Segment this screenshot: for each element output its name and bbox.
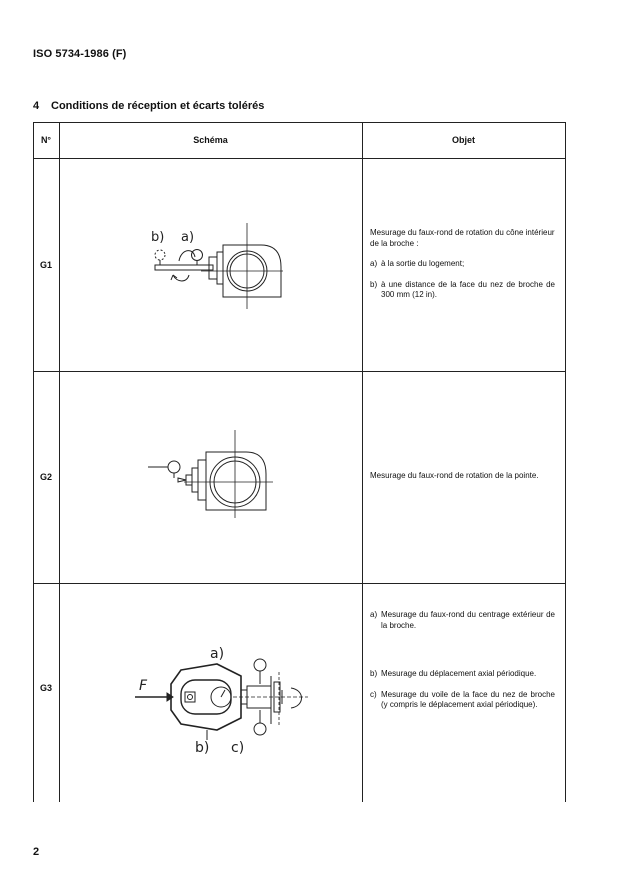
objet-g1-intro: Mesurage du faux-rond de rotation du cône intérieur de la broche : — [370, 228, 555, 248]
item-text: à une distance de la face du nez de broche de 300 mm (12 in). — [381, 279, 555, 299]
page-number: 2 — [33, 846, 40, 858]
item-text: Mesurage du faux-rond du centrage extérieur de la broche. — [381, 610, 555, 630]
acceptance-table — [33, 122, 566, 802]
schema-g2-diagram — [148, 430, 288, 518]
item-text: Mesurage du voile de la face du nez de broche (y compris le déplacement axial périodique). — [381, 689, 555, 709]
item-label: a) — [370, 259, 378, 268]
dial-indicator-c-icon — [254, 723, 266, 735]
objet-g2-intro: Mesurage du faux-rond de rotation de la pointe. — [370, 471, 539, 480]
test-mandrel-icon — [155, 265, 213, 270]
standard-reference: ISO 5734-1986 (F) — [33, 48, 127, 60]
table-rule — [362, 122, 363, 802]
table-rule — [33, 158, 566, 159]
schema-g1-diagram — [143, 217, 293, 312]
dial-indicator-b-icon — [155, 250, 165, 260]
objet-g3-item-a — [370, 610, 555, 631]
section-number: 4 — [33, 100, 40, 112]
dial-indicator-icon — [168, 461, 180, 473]
rotation-arrow-icon — [291, 688, 302, 708]
table-rule — [33, 371, 566, 372]
table-rule — [33, 583, 566, 584]
row-number-g2: G2 — [39, 472, 52, 482]
column-header-objet: Objet — [451, 135, 475, 145]
table-rule — [59, 122, 60, 802]
rotation-arrow-icon — [173, 275, 189, 281]
item-label: a) — [370, 610, 378, 619]
item-label: b) — [370, 669, 378, 678]
centre-point-icon — [178, 478, 186, 482]
table-rule — [565, 122, 566, 802]
item-label: c) — [370, 689, 377, 699]
objet-g3-item-b — [370, 669, 555, 680]
schema-g1-label-b: b) — [151, 230, 165, 245]
objet-g3-item-c — [370, 690, 555, 711]
row-number-g1: G1 — [39, 260, 52, 270]
schema-g1-label-a: a) — [181, 230, 195, 245]
objet-g1-item-b — [370, 280, 555, 301]
schema-g3-label-f: F — [139, 678, 148, 694]
objet-g3 — [370, 610, 555, 711]
row-number-g3: G3 — [39, 683, 52, 693]
objet-g1 — [370, 228, 555, 301]
objet-g2 — [370, 471, 555, 492]
section-heading — [33, 100, 264, 112]
schema-g3-label-c: c) — [231, 740, 245, 756]
schema-g3-label-a: a) — [210, 646, 225, 662]
item-text: à la sortie du logement; — [381, 259, 465, 268]
objet-g1-item-a — [370, 259, 555, 270]
table-rule — [33, 122, 34, 802]
schema-g3-diagram — [133, 632, 308, 757]
item-text: Mesurage du déplacement axial périodique. — [381, 669, 537, 678]
column-header-schema: Schéma — [193, 135, 228, 145]
dial-indicator-a-icon — [192, 250, 203, 261]
schema-g3-label-b: b) — [195, 740, 210, 756]
dial-indicator-a-icon — [254, 659, 266, 671]
item-label: b) — [370, 279, 378, 289]
section-title: Conditions de réception et écarts tolérés — [51, 100, 265, 112]
column-header-no: N° — [40, 135, 52, 145]
